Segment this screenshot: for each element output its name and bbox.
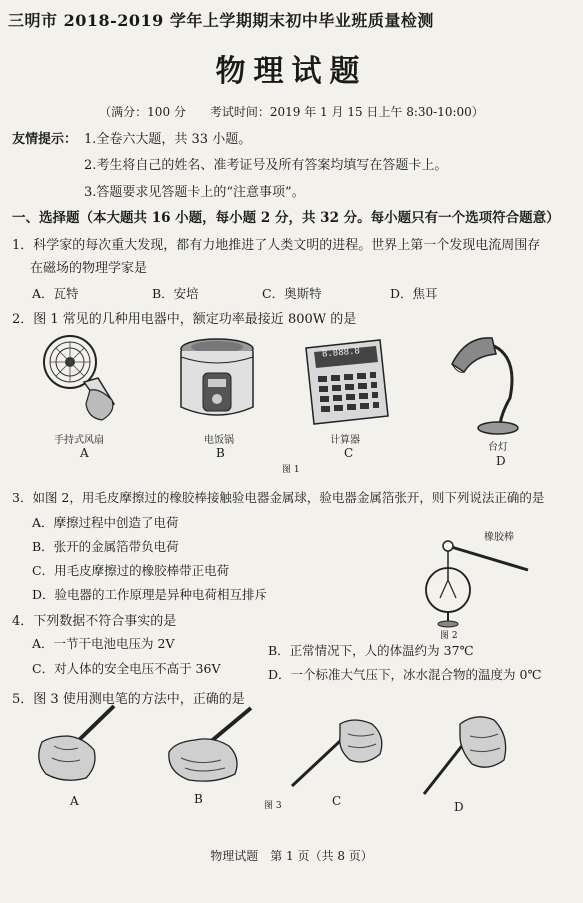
test-pen-figure-b bbox=[155, 702, 265, 787]
q5-stem: 5．图 3 使用测电笔的方法中，正确的是 bbox=[12, 692, 245, 707]
q5-figure-label: 图 3 bbox=[264, 801, 282, 811]
q4-stem: 4．下列数据不符合事实的是 bbox=[12, 614, 177, 629]
rubber-rod-label: 橡胶棒 bbox=[484, 532, 514, 543]
page-title: 物理试题 bbox=[215, 54, 368, 89]
q5-letter-c: C bbox=[332, 794, 342, 808]
q2-figure-label: 图 1 bbox=[282, 465, 300, 475]
exam-header-line: 三明市 2018-2019 学年上学期期末初中毕业班质量检测 bbox=[8, 11, 434, 30]
q2-caption-b: 电饭锅 bbox=[204, 435, 234, 446]
q3-stem: 3．如图 2，用毛皮摩擦过的橡胶棒接触验电器金属球，验电器金属箔张开，则下列说法正确的是 bbox=[12, 490, 545, 505]
q2-caption-c: 计算器 bbox=[330, 435, 360, 446]
q3-option-d: D．验电器的工作原理是异种电荷相互排斥 bbox=[32, 587, 268, 602]
q2-caption-d: 台灯 bbox=[488, 442, 508, 453]
q4-option-b: B．正常情况下，人的体温约为 37℃ bbox=[268, 643, 474, 658]
electroscope-figure bbox=[410, 522, 555, 632]
q5-letter-b: B bbox=[194, 792, 203, 806]
q2-letter-a: A bbox=[80, 446, 89, 460]
test-pen-figure-c bbox=[284, 714, 394, 794]
test-pen-figure-d bbox=[410, 710, 520, 800]
q1-option-d: D．焦耳 bbox=[390, 286, 438, 301]
notice-item-3: 3.答题要求见答题卡上的“注意事项”。 bbox=[84, 185, 305, 200]
calculator-display: 8.888.8 bbox=[321, 346, 361, 360]
notice-item-2: 2.考生将自己的姓名、准考证号及所有答案均填写在答题卡上。 bbox=[84, 158, 448, 173]
q1-stem-line1: 1．科学家的每次重大发现，都有力地推进了人类文明的进程。世界上第一个发现电流周围存 bbox=[12, 238, 541, 253]
q3-figure-label: 图 2 bbox=[440, 631, 458, 641]
page-footer: 物理试题 第 1 页（共 8 页） bbox=[210, 849, 373, 863]
q2-letter-d: D bbox=[496, 454, 506, 468]
q4-option-d: D．一个标准大气压下，冰水混合物的温度为 0℃ bbox=[268, 667, 542, 682]
q2-letter-b: B bbox=[216, 446, 225, 460]
q4-option-a: A．一节干电池电压为 2V bbox=[32, 636, 175, 651]
q3-option-b: B．张开的金属箔带负电荷 bbox=[32, 539, 179, 554]
test-pen-figure-a bbox=[24, 702, 134, 792]
q1-stem-line2: 在磁场的物理学家是 bbox=[30, 261, 148, 276]
exam-meta: （满分：100 分 考试时间：2019 年 1 月 15 日上午 8:30-10:00） bbox=[99, 105, 484, 119]
q5-letter-d: D bbox=[454, 800, 464, 814]
q5-letter-a: A bbox=[70, 794, 79, 808]
q2-letter-c: C bbox=[344, 446, 354, 460]
q1-option-b: B．安培 bbox=[152, 286, 199, 301]
rice-cooker-figure bbox=[170, 335, 265, 427]
notice-label: 友情提示： bbox=[12, 132, 78, 147]
q4-option-c: C．对人体的安全电压不高于 36V bbox=[32, 661, 221, 676]
q3-option-c: C．用毛皮摩擦过的橡胶棒带正电荷 bbox=[32, 563, 230, 578]
q2-caption-a: 手持式风扇 bbox=[54, 435, 104, 446]
section-title: 一、选择题（本大题共 16 小题，每小题 2 分，共 32 分。每小题只有一个选项符合题意） bbox=[12, 210, 560, 226]
handheld-fan-figure bbox=[40, 330, 130, 430]
desk-lamp-figure bbox=[444, 328, 534, 438]
q1-option-a: A．瓦特 bbox=[32, 286, 79, 301]
q1-option-c: C．奥斯特 bbox=[262, 286, 322, 301]
q3-option-a: A．摩擦过程中创造了电荷 bbox=[32, 515, 179, 530]
q2-stem: 2．图 1 常见的几种用电器中，额定功率最接近 800W 的是 bbox=[12, 312, 357, 327]
notice-item-1: 1.全卷六大题，共 33 小题。 bbox=[84, 132, 252, 147]
